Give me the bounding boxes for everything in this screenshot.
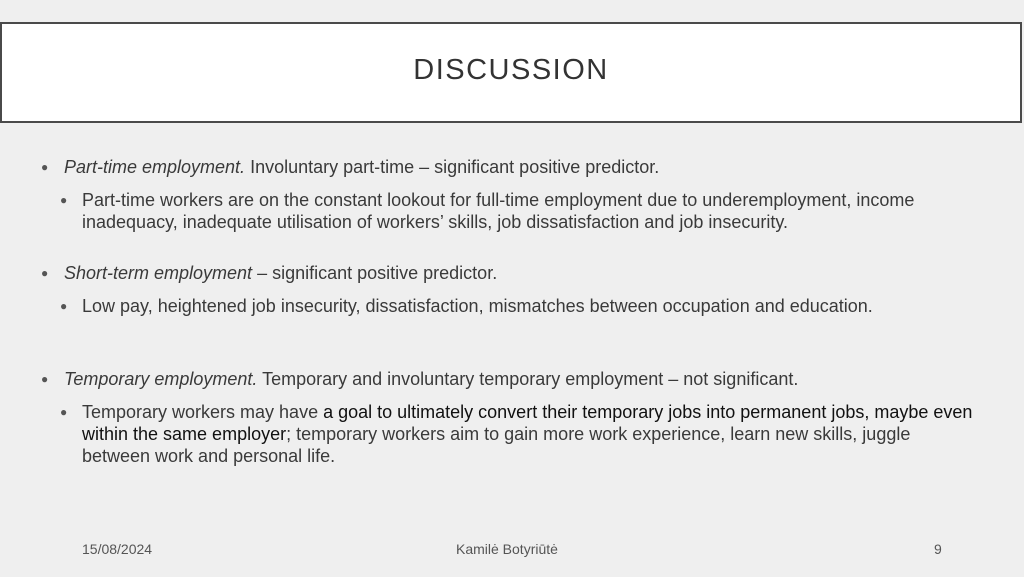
bullet-dot-icon: ● [41, 160, 49, 174]
bullet-temporary [41, 368, 799, 390]
title-box [0, 22, 1022, 123]
bullet-dot-icon: ● [60, 299, 68, 313]
sub-bullet-temporary [60, 401, 982, 467]
slide-title: DISCUSSION [413, 54, 609, 86]
sub-bullet-text-c: ; temporary workers aim to gain more work experience, learn new skills, juggle between work and personal life. [82, 424, 911, 466]
sub-bullet-text-highlight: a goal to ultimately convert their temporary jobs into permanent jobs, maybe even within the same employer [82, 402, 973, 444]
sub-bullet-text: Low pay, heightened job insecurity, dissatisfaction, mismatches between occupation and education. [82, 296, 873, 316]
bullet-part-time [41, 156, 660, 178]
footer-date: 15/08/2024 [82, 541, 153, 557]
sub-bullet-text: Part-time workers are on the constant lookout for full-time employment due to underemployment, income inadequacy, inadequate utilisation of workers’ skills, job dissatisfaction and job insecurity. [82, 190, 915, 232]
bullet-dot-icon: ● [60, 405, 68, 419]
bullet-lead: Short-term employment [64, 263, 253, 283]
sub-bullet-part-time [60, 189, 982, 233]
sub-bullet-text-a: Temporary workers may have [82, 402, 324, 422]
footer-author: Kamilė Botyriūtė [456, 541, 558, 557]
bullet-short-term [41, 262, 498, 284]
bullet-dot-icon: ● [60, 193, 68, 207]
bullet-dot-icon: ● [41, 266, 49, 280]
bullet-lead: Part-time employment. [64, 157, 246, 177]
bullet-text: – significant positive predictor. [252, 263, 498, 283]
bullet-lead: Temporary employment. [64, 369, 258, 389]
footer-page-number: 9 [934, 541, 942, 557]
sub-bullet-short-term [60, 295, 982, 317]
bullet-dot-icon: ● [41, 372, 49, 386]
bullet-text: Involuntary part-time – significant positive predictor. [245, 157, 660, 177]
bullet-text: Temporary and involuntary temporary employment – not significant. [257, 369, 799, 389]
